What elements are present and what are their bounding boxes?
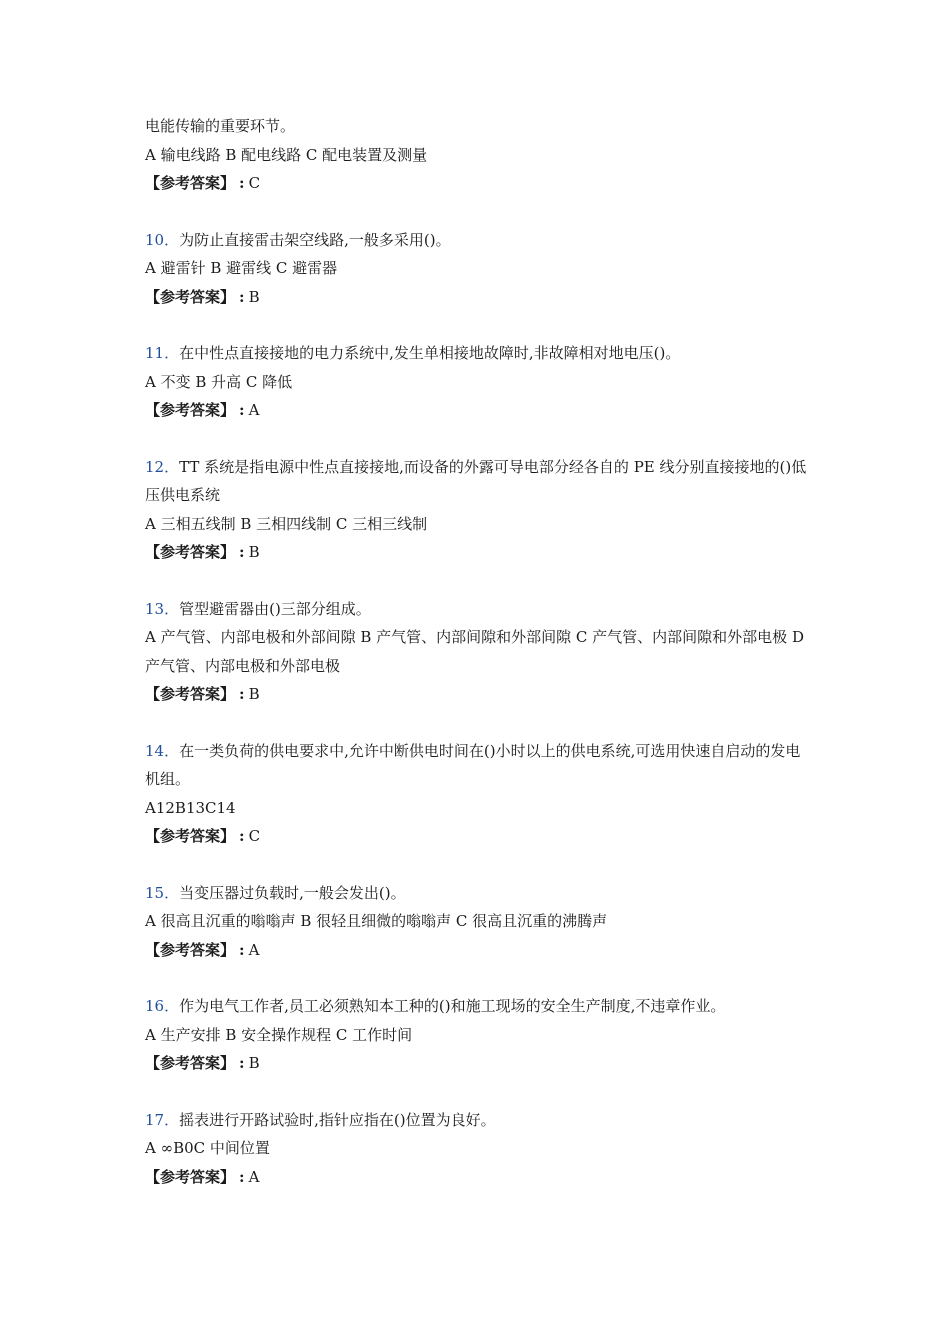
answer-separator: : bbox=[239, 543, 245, 561]
question-options: A 避雷针 B 避雷线 C 避雷器 bbox=[145, 259, 338, 277]
answer-separator: : bbox=[239, 287, 245, 306]
answer-value: B bbox=[248, 685, 260, 703]
intro-block bbox=[145, 112, 815, 198]
intro-answer bbox=[145, 169, 815, 198]
question-text: 管型避雷器由()三部分组成。 bbox=[179, 599, 371, 618]
answer-label: 【参考答案】 bbox=[145, 1054, 236, 1072]
question-stem bbox=[145, 879, 815, 908]
answer-label: 【参考答案】 bbox=[145, 174, 236, 192]
intro-options: A 输电线路 B 配电线路 C 配电装置及测量 bbox=[145, 145, 428, 164]
answer-label: 【参考答案】 bbox=[145, 401, 236, 419]
question-text: 作为电气工作者,员工必须熟知本工种的()和施工现场的安全生产制度,不违章作业。 bbox=[179, 997, 726, 1015]
question-options: A 产气管、内部电极和外部间隙 B 产气管、内部间隙和外部间隙 C 产气管、内部间隙和外部电极 D 产气管、内部电极和外部电极 bbox=[145, 628, 809, 675]
question-stem bbox=[145, 1106, 815, 1135]
question-stem bbox=[145, 453, 815, 510]
question-options: A 三相五线制 B 三相四线制 C 三相三线制 bbox=[145, 514, 428, 533]
answer-label: 【参考答案】 bbox=[145, 685, 236, 703]
question-number: 16． bbox=[145, 997, 180, 1015]
question-options: A ∞B0C 中间位置 bbox=[145, 1139, 270, 1157]
question-stem bbox=[145, 992, 815, 1021]
question-answer bbox=[145, 283, 815, 312]
question-stem bbox=[145, 339, 815, 368]
answer-separator: : bbox=[239, 685, 245, 703]
question-number: 15． bbox=[145, 883, 180, 902]
question-text: 摇表进行开路试验时,指针应指在()位置为良好。 bbox=[179, 1110, 496, 1129]
answer-separator: : bbox=[239, 1054, 245, 1072]
question-number: 12． bbox=[145, 457, 180, 476]
question-stem bbox=[145, 226, 815, 255]
question-stem bbox=[145, 595, 815, 624]
question-text: 在中性点直接接地的电力系统中,发生单相接地故障时,非故障相对地电压()。 bbox=[179, 344, 681, 362]
answer-label: 【参考答案】 bbox=[145, 940, 236, 959]
question-text: 在一类负荷的供电要求中,允许中断供电时间在()小时以上的供电系统,可选用快速自启动的发电机组。 bbox=[145, 741, 801, 788]
answer-label: 【参考答案】 bbox=[145, 543, 236, 561]
question-block bbox=[145, 992, 815, 1078]
question-text: 当变压器过负载时,一般会发出()。 bbox=[179, 883, 406, 902]
question-stem bbox=[145, 737, 815, 794]
answer-value: B bbox=[248, 1054, 260, 1072]
question-block bbox=[145, 339, 815, 425]
question-number: 10． bbox=[145, 230, 180, 249]
answer-separator: : bbox=[239, 940, 245, 959]
question-options: A 很高且沉重的嗡嗡声 B 很轻且细微的嗡嗡声 C 很高且沉重的沸腾声 bbox=[145, 912, 608, 930]
question-block bbox=[145, 453, 815, 567]
question-block bbox=[145, 879, 815, 965]
answer-value: A bbox=[248, 940, 260, 959]
question-answer bbox=[145, 1163, 815, 1192]
question-number: 13． bbox=[145, 599, 180, 618]
answer-separator: : bbox=[239, 1167, 245, 1186]
question-block bbox=[145, 595, 815, 709]
question-answer bbox=[145, 1049, 815, 1078]
answer-value: C bbox=[248, 827, 261, 845]
question-text: 为防止直接雷击架空线路,一般多采用()。 bbox=[179, 230, 451, 249]
answer-separator: : bbox=[239, 827, 245, 845]
question-block bbox=[145, 1106, 815, 1192]
question-block bbox=[145, 226, 815, 312]
question-text: TT 系统是指电源中性点直接接地,而设备的外露可导电部分经各自的 PE 线分别直接接地的()低压供电系统 bbox=[145, 457, 807, 504]
question-answer bbox=[145, 822, 815, 851]
question-options: A 不变 B 升高 C 降低 bbox=[145, 372, 293, 391]
question-number: 17． bbox=[145, 1110, 180, 1129]
question-number: 11． bbox=[145, 344, 180, 362]
answer-value: B bbox=[248, 543, 260, 561]
answer-value: B bbox=[248, 287, 260, 306]
answer-value: A bbox=[248, 401, 260, 419]
question-options: A12B13C14 bbox=[145, 798, 236, 817]
answer-label: 【参考答案】 bbox=[145, 827, 236, 845]
answer-separator: : bbox=[239, 401, 245, 419]
question-answer bbox=[145, 936, 815, 965]
question-block bbox=[145, 737, 815, 851]
answer-value: A bbox=[248, 1167, 260, 1186]
answer-label: 【参考答案】 bbox=[145, 1167, 236, 1186]
question-answer bbox=[145, 538, 815, 567]
question-list bbox=[145, 226, 815, 1192]
answer-label: 【参考答案】 bbox=[145, 287, 236, 306]
question-answer bbox=[145, 396, 815, 425]
question-number: 14． bbox=[145, 741, 180, 760]
document-page bbox=[145, 112, 815, 1191]
question-answer bbox=[145, 680, 815, 709]
intro-text: 电能传输的重要环节。 bbox=[145, 117, 296, 135]
question-options: A 生产安排 B 安全操作规程 C 工作时间 bbox=[145, 1025, 413, 1044]
answer-separator: : bbox=[239, 174, 245, 192]
answer-value: C bbox=[248, 174, 261, 192]
